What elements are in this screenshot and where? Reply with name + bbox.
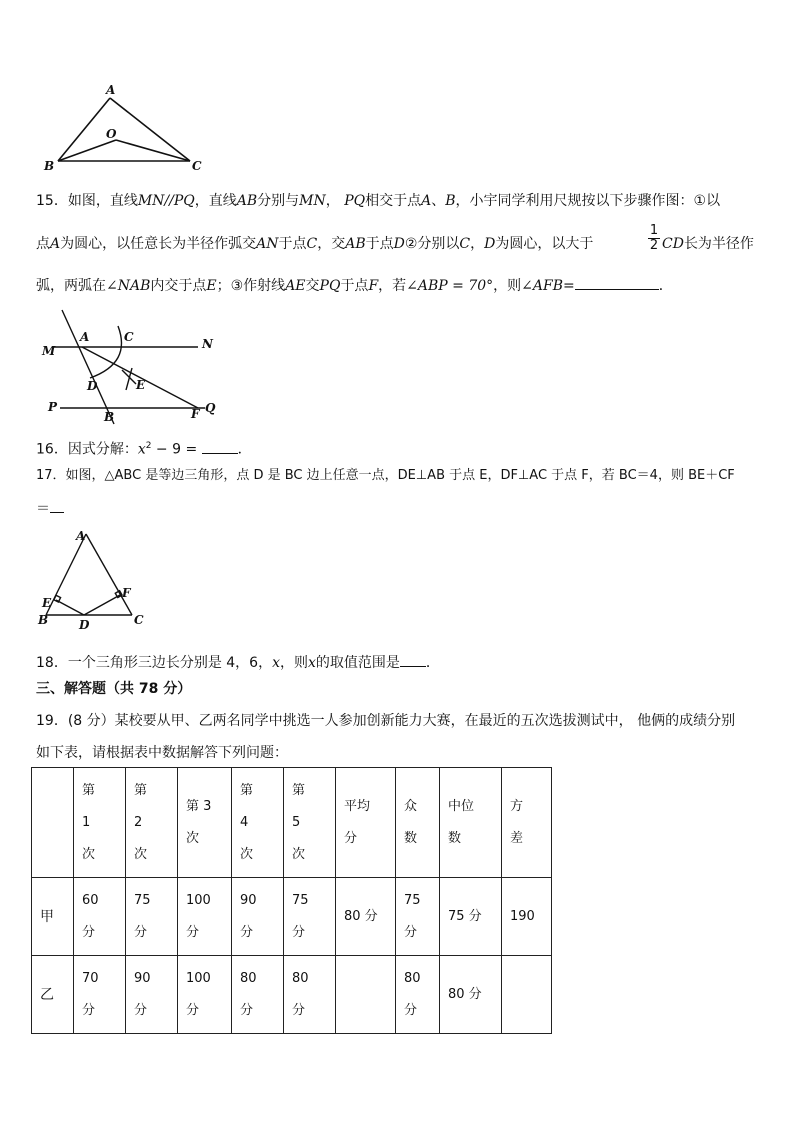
table-cell: 90 分 xyxy=(126,956,178,1034)
label-a2: A xyxy=(80,330,90,344)
segment-de xyxy=(56,600,84,615)
table-cell-empty[interactable] xyxy=(502,956,552,1034)
table-cell-empty[interactable] xyxy=(336,956,396,1034)
table-cell: 75 分 xyxy=(440,878,502,956)
table-header-cell: 众 数 xyxy=(396,768,440,878)
table-header-cell: 第 5 次 xyxy=(284,768,336,878)
q18: 18．一个三角形三边长分别是 4，6，x，则x的取值范围是 ． xyxy=(36,655,440,671)
label-d: D xyxy=(87,379,98,393)
table-cell: 80 分 xyxy=(336,878,396,956)
label-a3: A xyxy=(76,529,86,543)
table-cell: 甲 xyxy=(32,878,74,956)
parallel-lines-figure xyxy=(40,308,230,426)
label-o: O xyxy=(106,127,117,141)
label-b: B xyxy=(44,159,55,173)
q17-line2: ＝ xyxy=(36,500,64,517)
table-header-cell: 第 2 次 xyxy=(126,768,178,878)
table-header-cell: 中位 数 xyxy=(440,768,502,878)
answer-blank[interactable] xyxy=(202,441,238,454)
table-cell: 100 分 xyxy=(178,878,232,956)
label-b3: B xyxy=(38,613,49,627)
table-cell: 80 分 xyxy=(284,956,336,1034)
answer-blank[interactable] xyxy=(50,500,64,513)
label-f3: F xyxy=(122,586,131,600)
table-row xyxy=(32,878,552,956)
label-a: A xyxy=(106,83,116,97)
label-m: M xyxy=(42,344,56,358)
segment-ac xyxy=(110,98,190,161)
table-header-cell: 第 4 次 xyxy=(232,768,284,878)
label-d3: D xyxy=(79,618,90,632)
q15-line2: 点A为圆心，以任意长为半径作弧交AN于点C，交AB于点D②分别以C，D为圆心，以大于 xyxy=(36,236,594,252)
table-header-cell: 方 差 xyxy=(502,768,552,878)
answer-blank[interactable] xyxy=(575,277,659,290)
segment-ab3 xyxy=(46,534,86,615)
q19-line1: 19．(8 分）某校要从甲、乙两名同学中挑选一人参加创新能力大赛，在最近的五次选拔测试中， 他俩的成绩分别 xyxy=(36,713,736,729)
q17-line1: 17．如图，△ABC 是等边三角形，点 D 是 BC 边上任意一点，DE⊥AB 于点 E，DF⊥AC 于点 F，若 BC＝4，则 BE＋CF xyxy=(36,468,735,483)
q19-line2: 如下表，请根据表中数据解答下列问题： xyxy=(36,745,288,761)
q16: 16．因式分解：$x^2 - 9$ = ． xyxy=(36,441,252,458)
table-cell: 80 分 xyxy=(440,956,502,1034)
answer-blank[interactable] xyxy=(400,654,426,667)
section-heading: 三、解答题（共 78 分） xyxy=(36,681,192,697)
arc-cd xyxy=(90,326,122,378)
table-cell: 80 分 xyxy=(232,956,284,1034)
label-f: F xyxy=(191,407,200,421)
table-header-cell xyxy=(32,768,74,878)
triangle-abc-o-figure xyxy=(40,82,210,174)
label-c: C xyxy=(192,159,202,173)
table-cell: 75 分 xyxy=(396,878,440,956)
label-e3: E xyxy=(42,596,52,610)
table-header-row xyxy=(32,768,552,878)
table-header-cell: 平均 分 xyxy=(336,768,396,878)
q15-line1: 15．如图，直线MN//PQ，直线AB分别与MN， PQ相交于点A、B，小宇同学利用尺规按以下步骤作图：①以 xyxy=(36,193,721,209)
table-cell: 190 xyxy=(502,878,552,956)
label-c2: C xyxy=(124,330,134,344)
table-header-cell: 第 3 次 xyxy=(178,768,232,878)
table-cell: 100 分 xyxy=(178,956,232,1034)
label-n: N xyxy=(202,337,213,351)
table-cell: 75 分 xyxy=(284,878,336,956)
label-p: P xyxy=(48,400,58,414)
table-cell: 90 分 xyxy=(232,878,284,956)
line-ab xyxy=(62,310,114,424)
label-e: E xyxy=(136,378,146,392)
equilateral-triangle-figure xyxy=(34,528,160,634)
table-header-cell: 第 1 次 xyxy=(74,768,126,878)
segment-df xyxy=(84,595,120,615)
label-q: Q xyxy=(205,401,216,415)
segment-oc xyxy=(116,140,190,161)
table-row xyxy=(32,956,552,1034)
scores-table xyxy=(31,767,552,1034)
table-cell: 80 分 xyxy=(396,956,440,1034)
table-cell: 60 分 xyxy=(74,878,126,956)
q15-line3: 弧，两弧在∠NAB内交于点E；③作射线AE交PQ于点F，若∠ABP = 70°，则∠AFB= ． xyxy=(36,278,673,294)
segment-ac3 xyxy=(86,534,132,615)
fraction-one-half: 1 2 xyxy=(649,223,659,253)
label-c3: C xyxy=(134,613,144,627)
right-angle-e xyxy=(54,595,61,602)
q15-line2-end: CD长为半径作 xyxy=(662,236,754,252)
table-cell: 75 分 xyxy=(126,878,178,956)
label-b2: B xyxy=(104,410,115,424)
table-cell: 乙 xyxy=(32,956,74,1034)
table-cell: 70 分 xyxy=(74,956,126,1034)
